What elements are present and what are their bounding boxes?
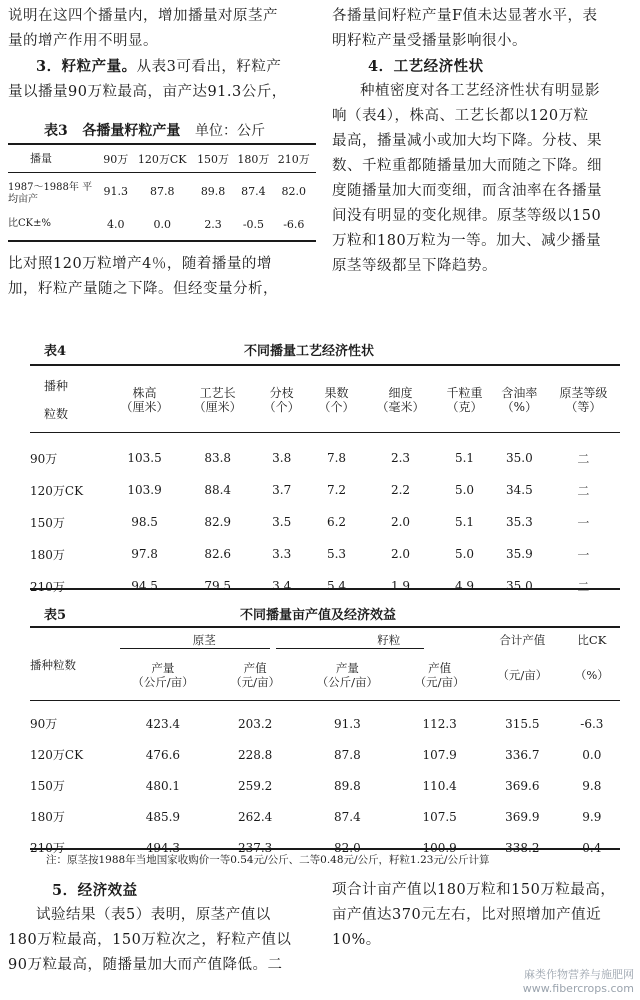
table-row-label: 比CK±% [8, 218, 52, 229]
section3-line [8, 54, 326, 80]
table-cell: 0.4 [582, 840, 602, 855]
table-row [8, 172, 314, 210]
table-header-cell: 细度 （毫米） [376, 386, 425, 414]
table-cell: 5.4 [326, 579, 347, 593]
table-cell: 88.4 [204, 483, 232, 497]
table-cell: 35.3 [506, 515, 533, 529]
table-cell: 二 [577, 483, 590, 498]
table-cell: 二 [577, 451, 590, 466]
text-line: 最高，播量减小或加大均下降。分枝、果 [332, 133, 602, 149]
table-cell: 112.3 [422, 716, 457, 731]
table-cell: 107.5 [422, 809, 457, 824]
table-header-cell: 产值 （元/亩） [414, 661, 465, 689]
watermark-line: 麻类作物营养与施肥网 [524, 968, 634, 981]
table-row [30, 708, 620, 739]
table-cell: 35.9 [506, 547, 533, 561]
table-cell: 0.0 [582, 747, 602, 762]
table-cell: 97.8 [131, 547, 158, 561]
table-row-label: 150万 [30, 515, 65, 530]
table-row [30, 442, 620, 474]
table-header-cell: 180万 [237, 152, 270, 166]
table-cell: -6.6 [283, 217, 305, 231]
text-line: 项合计亩产值以180万粒和150万粒最高， [332, 882, 616, 898]
table-cell: 二 [577, 579, 590, 594]
table-cell: 369.9 [505, 809, 540, 824]
table5-title: 不同播量亩产值及经济效益 [240, 608, 397, 623]
table-header-cell: 千粒重 （克） [446, 386, 483, 414]
table-cell: 79.5 [204, 579, 232, 593]
table-header-cell: 原茎等级 （等） [559, 386, 608, 414]
table-cell: 35.0 [506, 451, 533, 465]
table-cell: 476.6 [145, 747, 181, 762]
left-column-top [8, 4, 326, 105]
text-line: 响（表4），株高、工艺长都以120万粒 [332, 108, 589, 124]
table-header-row [30, 630, 620, 650]
table-cell: 94.5 [131, 579, 158, 593]
text-line: 明籽粒产量受播量影响很小。 [332, 33, 527, 49]
watermark [523, 968, 634, 996]
table-cell: 315.5 [505, 716, 540, 731]
table-cell: 89.8 [334, 778, 361, 793]
text-line: 亩产值达370元左右，比对照增加产值近 [332, 907, 602, 923]
table-header-cell: 比CK [577, 633, 607, 647]
text-line: 说明在这四个播量内，增加播量对原茎产 [8, 8, 278, 24]
table-cell: 338.2 [505, 840, 540, 855]
table-cell: 87.4 [241, 184, 266, 198]
table-cell: 4.0 [107, 217, 125, 231]
text-line: 原茎等级都呈下降趋势。 [332, 258, 497, 274]
table3-label: 表3 [44, 123, 68, 139]
table4-top-rule [30, 364, 620, 366]
table5-note: 注：原茎按1988年当地国家收购价一等0.54元/公斤、二等0.48元/公斤，籽粒1.23元/公斤计算 [46, 854, 490, 866]
table5 [30, 630, 620, 863]
section3-text: 从表3可看出，籽粒产 [136, 59, 282, 75]
text-line: 间没有明显的变化规律。原茎等级以150 [332, 208, 602, 224]
table-header-cell: 合计产值 [499, 633, 546, 647]
table-cell: 2.0 [390, 547, 411, 561]
table3 [8, 145, 314, 238]
table-row [8, 210, 314, 238]
table-cell: 103.9 [127, 483, 162, 497]
table-header-cell: 产量 （公斤/亩） [316, 661, 379, 689]
table-row-label: 120万CK [30, 748, 84, 762]
table-row [30, 474, 620, 506]
table-header-cell: 籽粒 [377, 633, 401, 647]
table-cell: 91.3 [103, 184, 129, 198]
table3-bottom-rule [8, 240, 316, 242]
table-cell: 3.4 [272, 579, 292, 593]
table-cell: 87.8 [334, 747, 361, 762]
table-row-label: 120万CK [30, 483, 84, 498]
table-header-cell: 产量 （公斤/亩） [132, 661, 194, 689]
table-header-row [8, 145, 314, 172]
table-row-label: 90万 [30, 451, 58, 466]
table-header-row [30, 370, 620, 430]
table-header-cell: 株高 （厘米） [120, 386, 169, 414]
table-cell: 一 [577, 547, 590, 562]
table-header-row [30, 650, 620, 700]
table-cell: 2.3 [390, 451, 411, 465]
table-cell: 7.8 [326, 451, 347, 465]
table-cell: 82.6 [204, 547, 232, 561]
table-cell: 0.0 [153, 217, 171, 231]
table-cell: 82.0 [281, 184, 307, 198]
left-column-bottom [8, 252, 326, 302]
table-cell: 369.6 [505, 778, 540, 793]
table-cell: 5.3 [326, 547, 347, 561]
table4-title: 不同播量工艺经济性状 [244, 344, 375, 359]
text-line: 试验结果（表5）表明，原茎产值以 [36, 907, 271, 923]
table-row [30, 801, 620, 832]
table-cell: 3.3 [272, 547, 292, 561]
text-line: 加，籽粒产量随之下降。但经变量分析， [8, 281, 278, 297]
table-header-cell: 产值 （元/亩） [230, 661, 281, 689]
table-row-label: 180万 [30, 547, 65, 562]
table-cell: 423.4 [145, 716, 181, 731]
table-cell: 228.8 [237, 747, 273, 762]
text-line: 量的增产作用不明显。 [8, 33, 158, 49]
table-header-cell: 原茎 [192, 633, 216, 647]
table-header-cell: 150万 [197, 152, 230, 166]
table-cell: 一 [577, 515, 590, 530]
table-cell: 35.0 [506, 579, 533, 593]
table-row-label: 210万 [30, 579, 65, 594]
table-cell: -6.3 [580, 716, 604, 731]
table-cell: 3.7 [272, 483, 292, 497]
table-cell: 5.1 [454, 451, 475, 465]
text-line: 10%。 [332, 932, 381, 948]
table3-title: 各播量籽粒产量 [82, 123, 181, 139]
table-header-cell: （%） [574, 668, 609, 682]
table-cell: 9.9 [582, 809, 602, 824]
table-cell: 87.4 [334, 809, 361, 824]
table-header-cell: 工艺长 （厘米） [193, 386, 242, 414]
table-cell: 87.8 [149, 184, 175, 198]
text-line: 数、千粒重都随播量加大而随之下降。细 [332, 158, 602, 174]
table-cell: 2.3 [204, 217, 222, 231]
table-cell: 5.0 [454, 547, 475, 561]
table-cell: 494.3 [145, 840, 181, 855]
section4-heading: 4．工艺经济性状 [368, 58, 484, 75]
table-cell: 485.9 [145, 809, 181, 824]
table-cell: 6.2 [326, 515, 347, 529]
section5-heading: 5．经济效益 [52, 882, 138, 899]
table-header-cell: 210万 [277, 152, 310, 166]
table-cell: 82.0 [334, 840, 361, 855]
table-cell: 237.3 [237, 840, 273, 855]
table-cell: 34.5 [506, 483, 533, 497]
table-cell: 9.8 [582, 778, 602, 793]
text-line: 量以播量90万粒最高，亩产达91.3公斤， [8, 84, 287, 100]
table-header-cell: 分枝 （个） [263, 386, 300, 414]
text-line: 比对照120万粒增产4％，随着播量的增 [8, 256, 272, 272]
section5-right [332, 878, 632, 953]
table-cell: -0.5 [242, 217, 265, 231]
table-row-label: 180万 [30, 810, 65, 824]
text-line: 90万粒最高，随播量加大而产值降低。二 [8, 957, 283, 973]
table-cell: 107.9 [422, 747, 457, 762]
table3-unit: 单位：公斤 [195, 123, 265, 139]
table-cell: 2.0 [390, 515, 411, 529]
table-cell: 89.8 [200, 184, 226, 198]
table-header-cell: 播种 粒数 [44, 379, 69, 421]
table-row [30, 506, 620, 538]
text-line: 种植密度对各工艺经济性状有明显影 [360, 83, 600, 99]
text-line: 各播量间籽粒产量F值未达显著水平，表 [332, 8, 598, 24]
table-cell: 103.5 [127, 451, 162, 465]
table-cell: 203.2 [237, 716, 273, 731]
table-row-label: 1987～1988年 平均亩产 [8, 182, 93, 205]
table-row [30, 570, 620, 602]
table5-label: 表5 [44, 608, 67, 623]
table-row [30, 430, 620, 442]
table-cell: 91.3 [334, 716, 361, 731]
table-cell: 98.5 [131, 515, 158, 529]
table4 [30, 370, 620, 602]
table-header-cell: 含油率 （%） [501, 386, 538, 414]
table-cell: 82.9 [204, 515, 232, 529]
watermark-line: www.fibercrops.com [522, 982, 634, 995]
table-row-label: 150万 [30, 779, 65, 793]
table-header-cell: （元/亩） [497, 668, 548, 682]
table-row-label: 210万 [30, 841, 65, 855]
table-cell: 259.2 [237, 778, 273, 793]
table-cell: 5.1 [454, 515, 475, 529]
right-column [332, 4, 632, 279]
table-cell: 100.9 [422, 840, 457, 855]
table-cell: 262.4 [237, 809, 273, 824]
table-header-cell: 播种粒数 [30, 658, 76, 672]
table-cell: 83.8 [204, 451, 232, 465]
table4-label: 表4 [44, 344, 67, 359]
table-cell: 3.5 [272, 515, 292, 529]
table-cell: 2.2 [390, 483, 411, 497]
table-header-cell: 播量 [30, 151, 52, 165]
table-cell: 1.9 [390, 579, 411, 593]
table-row [30, 770, 620, 801]
table-cell: 336.7 [505, 747, 540, 762]
table-cell: 7.2 [326, 483, 347, 497]
table-cell: 110.4 [422, 778, 457, 793]
text-line: 万粒和180万粒为一等。加大、减少播量 [332, 233, 602, 249]
table-row-label: 90万 [30, 717, 58, 731]
table-header-cell: 90万 [103, 152, 129, 166]
table-row [30, 739, 620, 770]
table-cell: 5.0 [454, 483, 475, 497]
table5-top-rule [30, 626, 620, 628]
table-row [30, 700, 620, 708]
table-row [30, 538, 620, 570]
text-line: 180万粒最高，150万粒次之，籽粒产值以 [8, 932, 292, 948]
section3-heading: 3．籽粒产量。 [36, 58, 137, 75]
table-cell: 480.1 [145, 778, 181, 793]
table-header-cell: 120万CK [137, 152, 187, 166]
section5-left [8, 878, 326, 978]
table-cell: 3.8 [272, 451, 292, 465]
table-header-cell: 果数 （个） [318, 386, 355, 414]
text-line: 度随播量加大而变细，而含油率在各播量 [332, 183, 602, 199]
table3-caption [44, 120, 265, 140]
table-cell: 4.9 [454, 579, 475, 593]
